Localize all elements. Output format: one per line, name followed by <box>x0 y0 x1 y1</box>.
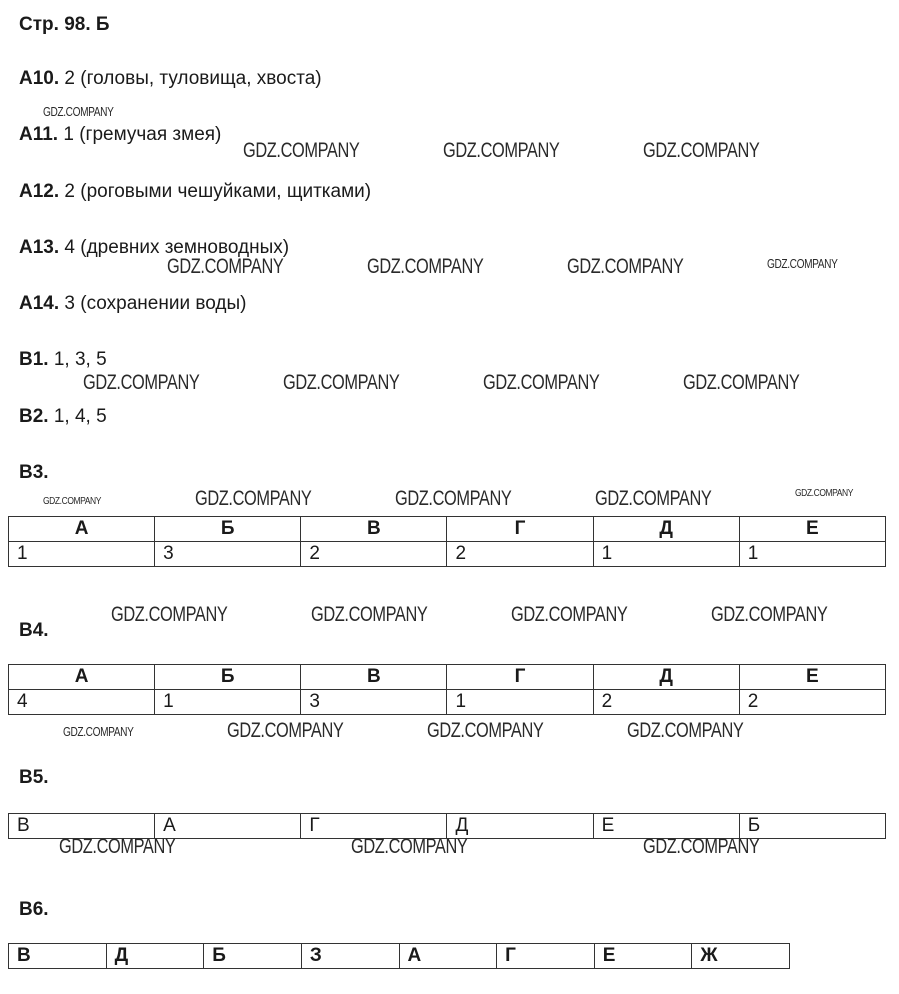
watermark: GDZ.COMPANY <box>283 371 400 394</box>
answer-a14 <box>19 293 246 315</box>
table-cell: 1 <box>155 690 301 715</box>
table-header: В <box>301 665 447 690</box>
table-cell: 1 <box>593 542 739 567</box>
table-cell: 3 <box>155 542 301 567</box>
answer-text: 1, 4, 5 <box>48 406 107 427</box>
table-header: А <box>9 665 155 690</box>
table-cell: 3 <box>301 690 447 715</box>
table-cell: 2 <box>301 542 447 567</box>
watermark: GDZ.COMPANY <box>167 255 284 278</box>
watermark: GDZ.COMPANY <box>511 603 628 626</box>
answer-label: B2. <box>19 406 49 427</box>
watermark: GDZ.COMPANY <box>643 835 760 858</box>
table-header-row <box>9 665 886 690</box>
answer-label: B1. <box>19 349 49 370</box>
table-cell: 1 <box>9 542 155 567</box>
table-cell: 4 <box>9 690 155 715</box>
watermark: GDZ.COMPANY <box>595 487 712 510</box>
table-cell: 1 <box>447 690 593 715</box>
table-cell: Г <box>497 944 595 969</box>
answer-a11 <box>19 124 221 146</box>
b3-label: B3. <box>19 462 49 483</box>
table-cell: Д <box>447 814 593 839</box>
answer-text: 4 (древних земноводных) <box>59 237 290 258</box>
watermark: GDZ.COMPANY <box>311 603 428 626</box>
table-cell: В <box>9 944 107 969</box>
watermark: GDZ.COMPANY <box>111 603 228 626</box>
answer-label: A14. <box>19 293 60 314</box>
answer-b1 <box>19 349 107 371</box>
watermark: GDZ.COMPANY <box>395 487 512 510</box>
watermark: GDZ.COMPANY <box>627 719 744 742</box>
watermark: GDZ.COMPANY <box>63 724 134 739</box>
watermark: GDZ.COMPANY <box>83 371 200 394</box>
table-cell: Б <box>204 944 302 969</box>
watermark: GDZ.COMPANY <box>43 496 101 507</box>
watermark: GDZ.COMPANY <box>195 487 312 510</box>
answer-label: A12. <box>19 181 60 202</box>
answer-text: 2 (роговыми чешуйками, щитками) <box>59 181 372 202</box>
watermark: GDZ.COMPANY <box>767 256 838 271</box>
table-row <box>9 944 790 969</box>
answer-text: 3 (сохранении воды) <box>59 293 247 314</box>
table-cell: 1 <box>739 542 885 567</box>
table-cell: 2 <box>447 542 593 567</box>
table-cell: Е <box>593 814 739 839</box>
table-row <box>9 542 886 567</box>
table-cell: В <box>9 814 155 839</box>
watermark: GDZ.COMPANY <box>643 139 760 162</box>
answer-label: A13. <box>19 237 60 258</box>
table-header: Е <box>739 665 885 690</box>
watermark: GDZ.COMPANY <box>683 371 800 394</box>
table-cell: З <box>301 944 399 969</box>
answer-a12 <box>19 181 371 203</box>
answer-label: A10. <box>19 68 60 89</box>
watermark: GDZ.COMPANY <box>367 255 484 278</box>
table-header: Е <box>739 517 885 542</box>
table-cell: Д <box>106 944 204 969</box>
answer-b2 <box>19 406 107 428</box>
watermark: GDZ.COMPANY <box>43 104 114 119</box>
b5-label: B5. <box>19 767 49 788</box>
table-cell: Ж <box>692 944 790 969</box>
b4-table <box>8 664 886 715</box>
table-header: Д <box>593 665 739 690</box>
table-header: Г <box>447 517 593 542</box>
answer-text: 1 (гремучая змея) <box>58 124 222 145</box>
table-cell: Б <box>739 814 885 839</box>
watermark: GDZ.COMPANY <box>711 603 828 626</box>
table-header: Г <box>447 665 593 690</box>
table-cell: 2 <box>739 690 885 715</box>
table-header: Б <box>155 517 301 542</box>
watermark: GDZ.COMPANY <box>483 371 600 394</box>
watermark: GDZ.COMPANY <box>443 139 560 162</box>
table-cell: Г <box>301 814 447 839</box>
answer-a10 <box>19 68 322 90</box>
watermark: GDZ.COMPANY <box>243 139 360 162</box>
table-header: Д <box>593 517 739 542</box>
page-title: Стр. 98. Б <box>19 14 110 35</box>
table-cell: 2 <box>593 690 739 715</box>
answer-label: A11. <box>19 124 59 145</box>
answer-text: 2 (головы, туловища, хвоста) <box>59 68 322 89</box>
table-header: А <box>9 517 155 542</box>
table-row <box>9 690 886 715</box>
table-cell: Е <box>594 944 692 969</box>
watermark: GDZ.COMPANY <box>59 835 176 858</box>
b4-label: B4. <box>19 620 49 641</box>
table-header: В <box>301 517 447 542</box>
b3-table <box>8 516 886 567</box>
table-header-row <box>9 517 886 542</box>
answer-text: 1, 3, 5 <box>48 349 107 370</box>
watermark: GDZ.COMPANY <box>567 255 684 278</box>
table-cell: А <box>399 944 497 969</box>
watermark: GDZ.COMPANY <box>351 835 468 858</box>
watermark: GDZ.COMPANY <box>227 719 344 742</box>
watermark: GDZ.COMPANY <box>427 719 544 742</box>
b6-label: B6. <box>19 899 49 920</box>
table-cell: А <box>155 814 301 839</box>
table-header: Б <box>155 665 301 690</box>
b6-table <box>8 943 790 969</box>
watermark: GDZ.COMPANY <box>795 488 853 499</box>
